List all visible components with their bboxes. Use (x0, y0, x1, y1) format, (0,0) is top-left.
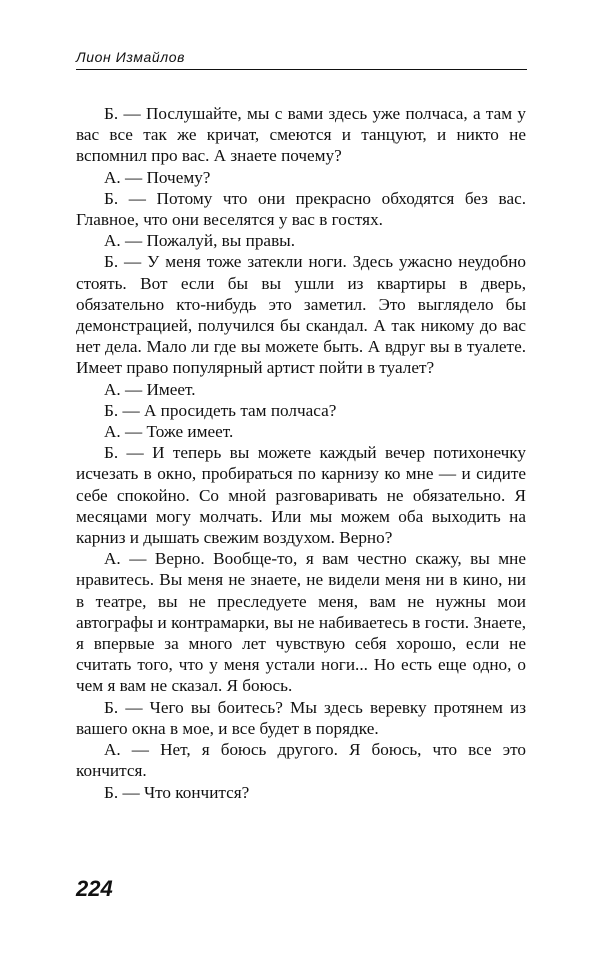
page-number: 224 (76, 876, 113, 901)
page-body (76, 103, 526, 803)
paragraph: А. — Верно. Вообще-то, я вам честно скажу, вы мне нравитесь. Вы меня не знаете, не видели меня ни в кино, ни в театре, вы не преследуете меня, вам не нужны мои автографы и контрамарки, вы не набиваетесь в гости. Знаете, я впервые за много лет чувствую себя хорошо, если не считать того, что у меня устали ноги... Но есть еще одно, о чем я вам не сказал. Я боюсь. (76, 549, 526, 696)
header-rule (76, 69, 527, 70)
paragraph: А. — Нет, я боюсь другого. Я боюсь, что все это кончится. (76, 740, 526, 781)
paragraph: Б. — Потому что они прекрасно обходятся без вас. Главное, что они веселятся у вас в гостях. (76, 188, 526, 230)
paragraph: А. — Почему? (104, 167, 211, 187)
paragraph: Б. — Послушайте, мы с вами здесь уже полчаса, а там у вас все так же кричат, смеются и танцуют, и никто не вспомнил про вас. А знаете почему? (76, 104, 526, 166)
paragraph: Б. — А просидеть там полчаса? (104, 400, 337, 420)
paragraph: А. — Пожалуй, вы правы. (104, 231, 296, 251)
paragraph: Б. — У меня тоже затекли ноги. Здесь ужасно неудобно стоять. Вот если бы вы ушли из квартиры в дверь, обязательно кто-нибудь это заметил. Это выглядело бы демонстрацией, получился бы скандал. А так никому до вас нет дела. Мало ли где вы можете быть. А вдруг вы в туалете. Имеет право популярный артист пойти в туалет? (76, 252, 526, 378)
paragraph: А. — Имеет. (104, 379, 196, 399)
running-title: Лион Измайлов (76, 49, 186, 65)
paragraph: Б. — Чего вы боитесь? Мы здесь веревку протянем из вашего окна в мое, и все будет в порядке. (76, 697, 526, 738)
paragraph: Б. — И теперь вы можете каждый вечер потихонечку исчезать в окно, пробираться по карнизу ко мне — и сидите себе спокойно. Со мной разговаривать не обязательно. Я месяцами могу молчать. Или мы можем оба выходить на карниз и дышать свежим воздухом. Верно? (76, 443, 526, 548)
paragraph: А. — Тоже имеет. (104, 422, 234, 442)
paragraph: Б. — Что кончится? (104, 782, 250, 802)
